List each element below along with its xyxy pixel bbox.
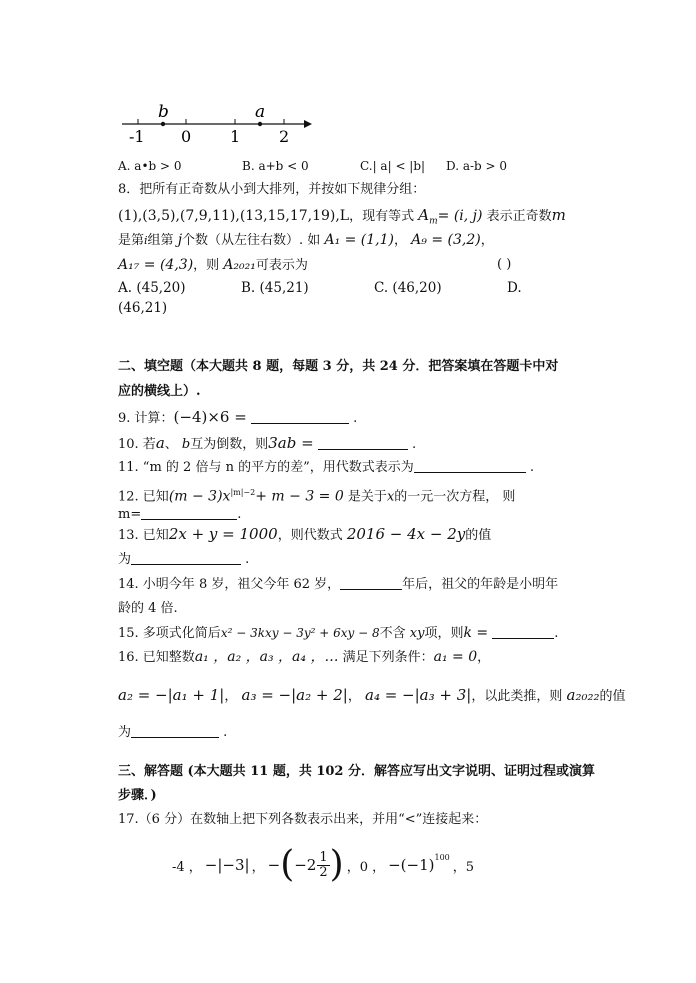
q10-mid: 、 [164,437,178,452]
q17-numbers [172,845,474,885]
q17-n4-num: 1 [319,849,328,865]
tick-label-2: 2 [279,127,290,146]
q7-option-b: B. a+b < 0 [242,159,309,173]
q16-line3 [118,723,227,743]
q17-n7: ，5 [452,859,475,875]
q10-suffix: . [411,437,417,452]
q15-expr: x² − 3kxy − 3y² + 6xy − 8 [220,626,380,640]
q16-c1: ， [224,689,238,704]
q16-end: . [223,725,228,740]
q12-mid: 是关于 [347,489,387,505]
q17-n4-fraction [317,851,329,880]
q8-option-d: D. [507,280,522,296]
q8-comma1: ， [394,233,408,248]
q8-answer-paren: ( ) [497,257,512,272]
q8-A2021: A₂₀₂₁ [223,257,256,273]
q12-expr: (m − 3)x [168,488,231,505]
q12-end: . [237,507,242,522]
q8-option-c: C. (46,20) [374,280,442,296]
q17-n4-paren-left: ( [280,844,295,885]
q8-i: i [144,234,148,247]
point-a-dot [258,122,262,126]
q16-l2f: ，以此类推，则 [471,689,563,704]
q14-l1a: 14. 小明今年 8 岁，祖父今年 62 岁， [118,577,341,592]
q8-line4 [118,255,308,276]
q10-b: b [181,437,191,452]
q8-l3c: 组第 [147,233,174,248]
q8-option-a: A. (45,20) [118,280,186,296]
q15-prefix: 15. 多项式化简后 [118,626,221,641]
q10-mid2: 互为倒数，则 [190,437,269,452]
q11 [118,458,534,478]
q11-text: 11. “m 的 2 倍与 n 的平方的差”，用代数式表示为 [118,460,414,475]
q17-n3: ， [251,859,265,875]
q16-l1e: ， [477,650,491,665]
q13-expr2: 2016 − 4x − 2y [346,525,466,543]
q15-k: k = [463,625,489,641]
q17-n4-den: 2 [319,864,328,880]
section3-title-line1: 三、解答题 (本大题共 11 题，共 102 分．解答应写出文字说明、证明过程或演算 [118,764,596,779]
tick-label-0: 0 [181,127,192,146]
point-b-label: b [158,102,169,122]
q17-n4-paren-right: ) [329,844,344,885]
q14-l1b: 年后，祖父的年龄是小明年 [402,577,559,592]
section2-title-line1: 二、填空题（本大题共 8 题，每题 3 分，共 24 分．把答案填在答题卡中对 [118,359,559,374]
q11-suffix: . [529,460,535,475]
q8-m-sub: m [429,216,438,227]
q8-line3 [118,230,494,251]
q8-option-b: B. (45,21) [241,280,309,296]
q10-prefix: 10. 若 [118,437,156,452]
q8-A: A [418,206,430,224]
q8-l3a: 是第 [118,233,145,248]
q8-j: j [177,232,183,248]
q16-answer-blank[interactable] [131,723,219,738]
q9-answer-blank[interactable] [251,409,349,424]
q15-end: . [554,626,559,641]
q15-xy: xy [409,626,425,641]
q15-mid2: 项，则 [424,626,464,641]
q16-l1c: 满足下列条件： [342,650,434,665]
q17-n6: −(−1) [388,856,435,874]
q13-suffix: 的值 [465,528,492,543]
q13-answer-blank[interactable] [131,550,241,565]
q9-prefix: 9. 计算： [118,411,174,426]
q8-line2 [118,205,566,232]
q13-mid: ，则代数式 [277,528,343,543]
section3-title-line2: 步骤．) [118,788,157,803]
q9 [118,407,357,429]
tick-label-1: 1 [230,127,241,146]
q16-l2h: 的值 [599,689,626,704]
q15-mid: 不含 [379,626,406,641]
q10-expr: 3ab = [268,434,314,452]
q8-option-d-value: (46,21) [118,300,168,316]
q13 [118,524,491,546]
q8-m: m [551,206,566,224]
q8-A9: A₉ = (3,2) [411,232,481,248]
q7-option-c: C.| a| < |b| [360,159,426,173]
q12-x: x [386,489,395,505]
q8-text: ，现有等式 [349,209,415,224]
q17-n6-exp: 100 [434,853,450,862]
q9-expr: (−4)×6 = [173,408,247,426]
q15 [118,623,558,644]
q16-a3: a₃ = −|a₂ + 2| [241,686,348,704]
q8-canbe: 可表示为 [255,258,308,273]
q10 [118,433,416,455]
point-b-dot [161,122,165,126]
q12-m: m= [118,507,142,522]
q17: 17.（6 分）在数轴上把下列各数表示出来，并用“<”连接起来： [118,812,488,827]
q14-line2: 龄的 4 倍. [118,601,178,616]
q16-line2 [118,685,626,707]
q13-prefix: 13. 已知 [118,528,169,543]
q10-answer-blank[interactable] [318,435,408,450]
q16-l1d: a₁ = 0 [433,649,478,665]
q14 [118,575,558,595]
section2-title-line2: 应的横线上）. [118,384,201,399]
q15-answer-blank[interactable] [492,624,554,639]
q13-line2 [118,550,249,570]
q12 [118,483,515,507]
q8-eq: = (i, j) [437,208,483,224]
q8-groups: (1),(3,5),(7,9,11),(13,15,17,19),L [118,208,350,224]
q12-prefix: 12. 已知 [118,489,169,505]
q8-A1: A₁ = (1,1) [324,232,394,248]
q12-answer-blank[interactable] [141,505,237,520]
q8-A17: A₁₇ = (4,3) [118,257,194,273]
q9-suffix: . [353,411,358,426]
q13-wei: 为 [118,552,132,567]
point-a-label: a [255,102,266,122]
q17-n1: -4 ， [172,859,202,875]
number-line-arrow [304,120,312,128]
q12-line2 [118,505,241,525]
q10-a: a [155,434,165,452]
q12-exp: |m|−2 [230,488,256,497]
tick-label-neg1: -1 [129,127,145,146]
q14-answer-blank[interactable] [340,575,402,590]
q16-l1a: 16. 已知整数 [118,650,195,665]
q16-a2022: a₂₀₂₂ [566,686,600,704]
q8-comma2: ， [480,233,494,248]
q17-n4-whole: −2 [294,856,317,874]
q11-answer-blank[interactable] [414,458,526,473]
q16-a4: a₄ = −|a₃ + 3| [365,686,472,704]
q16-a2: a₂ = −|a₁ + 1| [118,686,225,704]
q8-text2: 表示正奇数 [486,209,552,224]
q16-c2: ， [347,689,361,704]
q16-wei: 为 [118,725,132,740]
q17-n5: ，0 ， [346,859,386,875]
q17-n4-minus: − [267,856,281,874]
q16 [118,647,490,668]
q8-line1: 8．把所有正奇数从小到大排列，并按如下规律分组： [118,182,426,197]
q17-n2: −|−3| [204,856,250,874]
q7-option-d: D. a-b > 0 [446,159,508,173]
q12-expr2: + m − 3 = 0 [255,488,344,505]
q7-option-a: A. a•b > 0 [118,159,182,173]
number-line [118,98,318,148]
q8-then: ，则 [193,258,220,273]
q13-end: . [245,552,250,567]
q13-expr: 2x + y = 1000 [168,525,278,543]
q16-l1b: a₁ ，a₂ ，a₃ ，a₄ ，… [194,649,339,665]
q8-l3e: 个数（从左往右数）. 如 [182,233,321,248]
q12-suffix: 的一元一次方程， 则 [394,489,516,505]
